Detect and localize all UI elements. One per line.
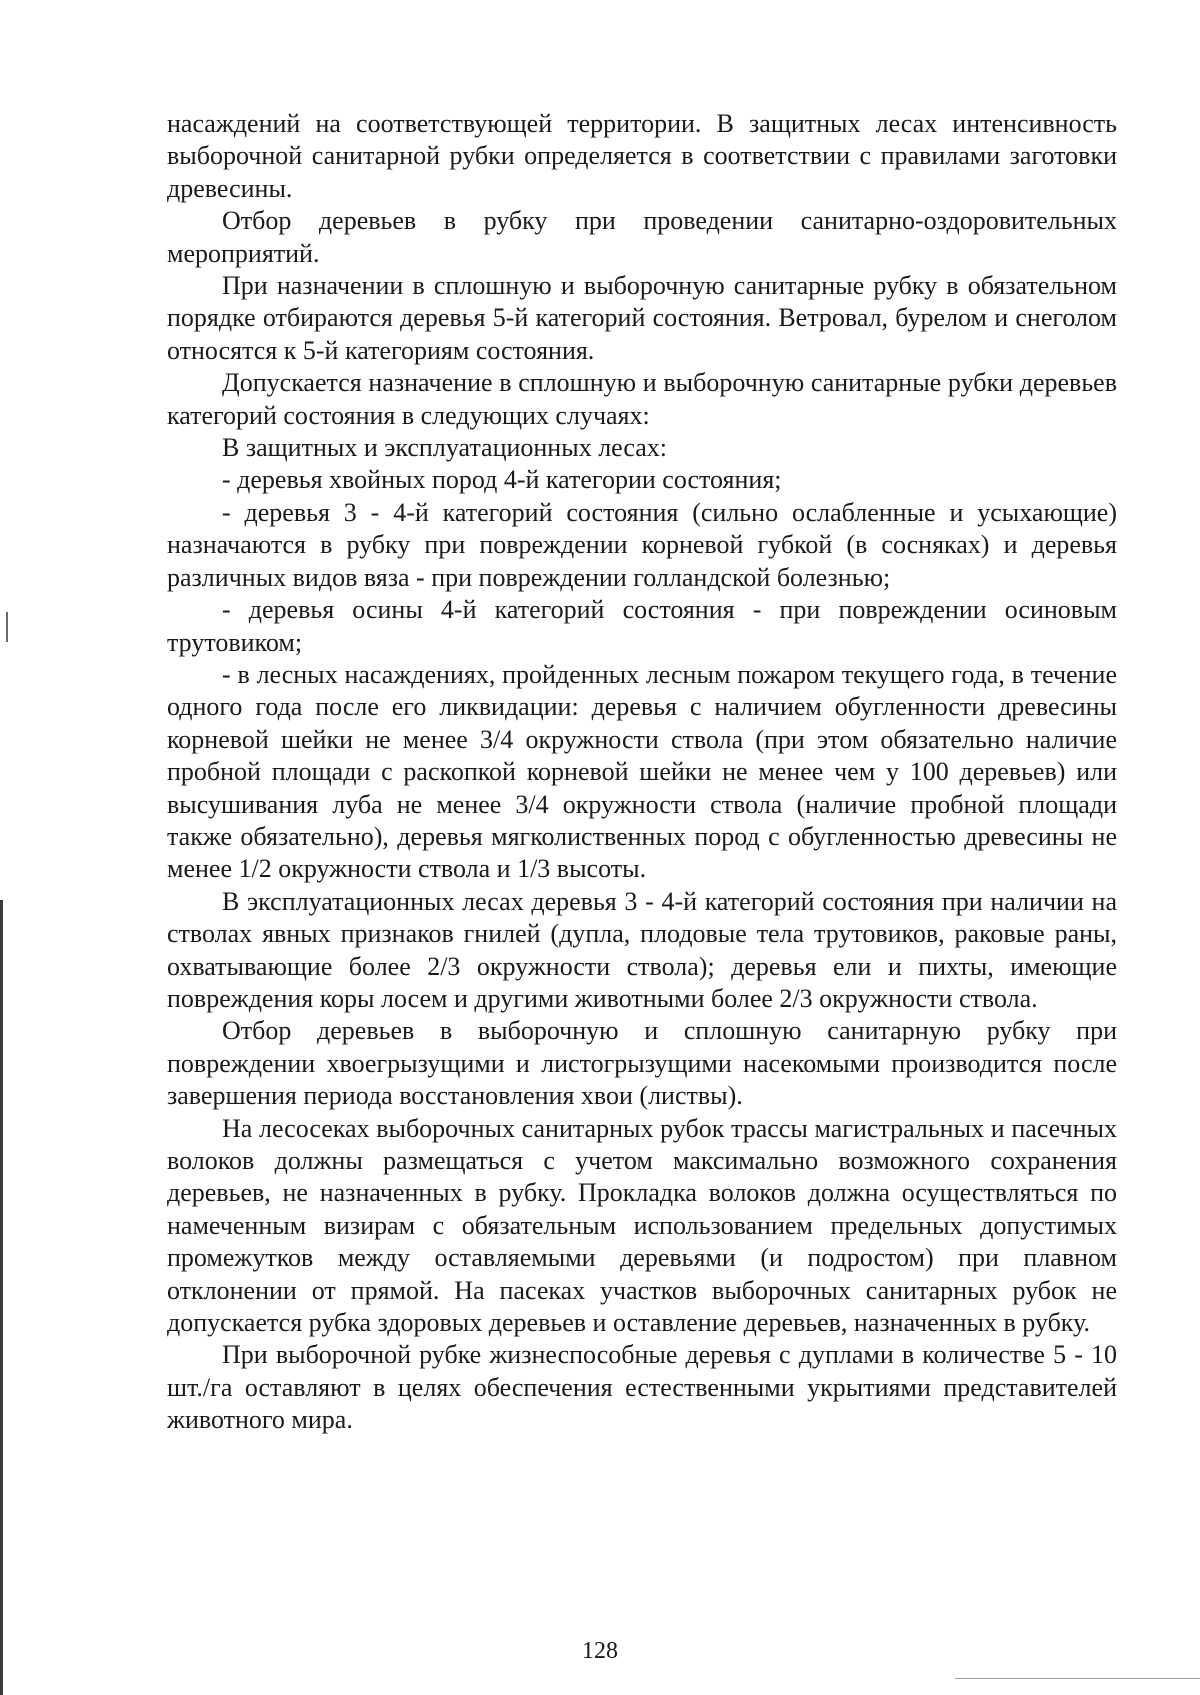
- body-text: [167, 108, 1117, 1437]
- list-item-conifers: - деревья хвойных пород 4-й категории состояния;: [222, 465, 782, 495]
- binding-edge-line: [0, 900, 3, 1695]
- paragraph-continuation: насаждений на соответствующей территории. В защитных лесах интенсивность выборочной санитарной рубки определяется в соответствии с правилами заготовки древесины.: [167, 109, 1117, 203]
- bottom-edge-line: [955, 1678, 1200, 1679]
- paragraph-selection-heading: Отбор деревьев в рубку при проведении санитарно-оздоровительных мероприятий.: [167, 206, 1117, 268]
- list-item-root-fungus: - деревья 3 - 4-й категорий состояния (сильно ослабленные и усыхающие) назначаются в рубку при повреждении корневой губкой (в сосняках) и деревья различных видов вяза - при повреждении голландской болезнью;: [167, 497, 1117, 592]
- paragraph-insect-damage: Отбор деревьев в выборочную и сплошную санитарную рубку при повреждении хвоегрызущими и листогрызущими насекомыми производится после завершения периода восстановления хвои (листвы).: [167, 1016, 1117, 1111]
- list-item-aspen: - деревья осины 4-й категорий состояния - при повреждении осиновым трутовиком;: [167, 595, 1117, 657]
- paragraph-skid-trails: На лесосеках выборочных санитарных рубок трассы магистральных и пасечных волоков должны размещаться с учетом максимально возможного сохранения деревьев, не назначенных в рубку. Прокладка волоков должна осуществляться по намеченным визирам с обязательным использованием предельных допустимых промежутков между оставляемыми деревьями (и подростом) при плавном отклонении от прямой. На пасеках участков выборочных санитарных рубок не допускается рубка здоровых деревьев и оставление деревьев, назначенных в рубку.: [167, 1113, 1117, 1338]
- page-number: 128: [582, 1638, 618, 1664]
- paragraph-permitted-cases: Допускается назначение в сплошную и выборочную санитарные рубки деревьев категорий состояния в следующих случаях:: [167, 368, 1117, 430]
- list-item-fire-damage: - в лесных насаждениях, пройденных лесным пожаром текущего года, в течение одного года после его ликвидации: деревья с наличием обугленности древесины корневой шейки не менее 3/4 окружности ствола (при этом обязательно наличие пробной площади с раскопкой корневой шейки не менее чем у 100 деревьев) или высушивания луба не менее 3/4 окружности ствола (наличие пробной площади также обязательно), деревья мягколиственных пород с обугленностью древесины не менее 1/2 окружности ствола и 1/3 высоты.: [167, 659, 1117, 884]
- paragraph-mandatory-selection: При назначении в сплошную и выборочную санитарные рубку в обязательном порядке отбираются деревья 5-й категорий состояния. Ветровал, бурелом и снеголом относятся к 5-й категориям состояния.: [167, 271, 1117, 365]
- paragraph-hollow-trees: При выборочной рубке жизнеспособные деревья с дуплами в количестве 5 - 10 шт./га оставляют в целях обеспечения естественными укрытиями представителей животного мира.: [167, 1340, 1117, 1435]
- paragraph-exploitation-forests: В эксплуатационных лесах деревья 3 - 4-й категорий состояния при наличии на стволах явных признаков гнилей (дупла, плодовые тела трутовиков, раковые раны, охватывающие более 2/3 окружности ствола); деревья ели и пихты, имеющие повреждения коры лосем и другими животными более 2/3 окружности ствола.: [167, 886, 1117, 1013]
- scan-mark: [6, 612, 8, 642]
- paragraph-forest-types: В защитных и эксплуатационных лесах:: [222, 433, 667, 463]
